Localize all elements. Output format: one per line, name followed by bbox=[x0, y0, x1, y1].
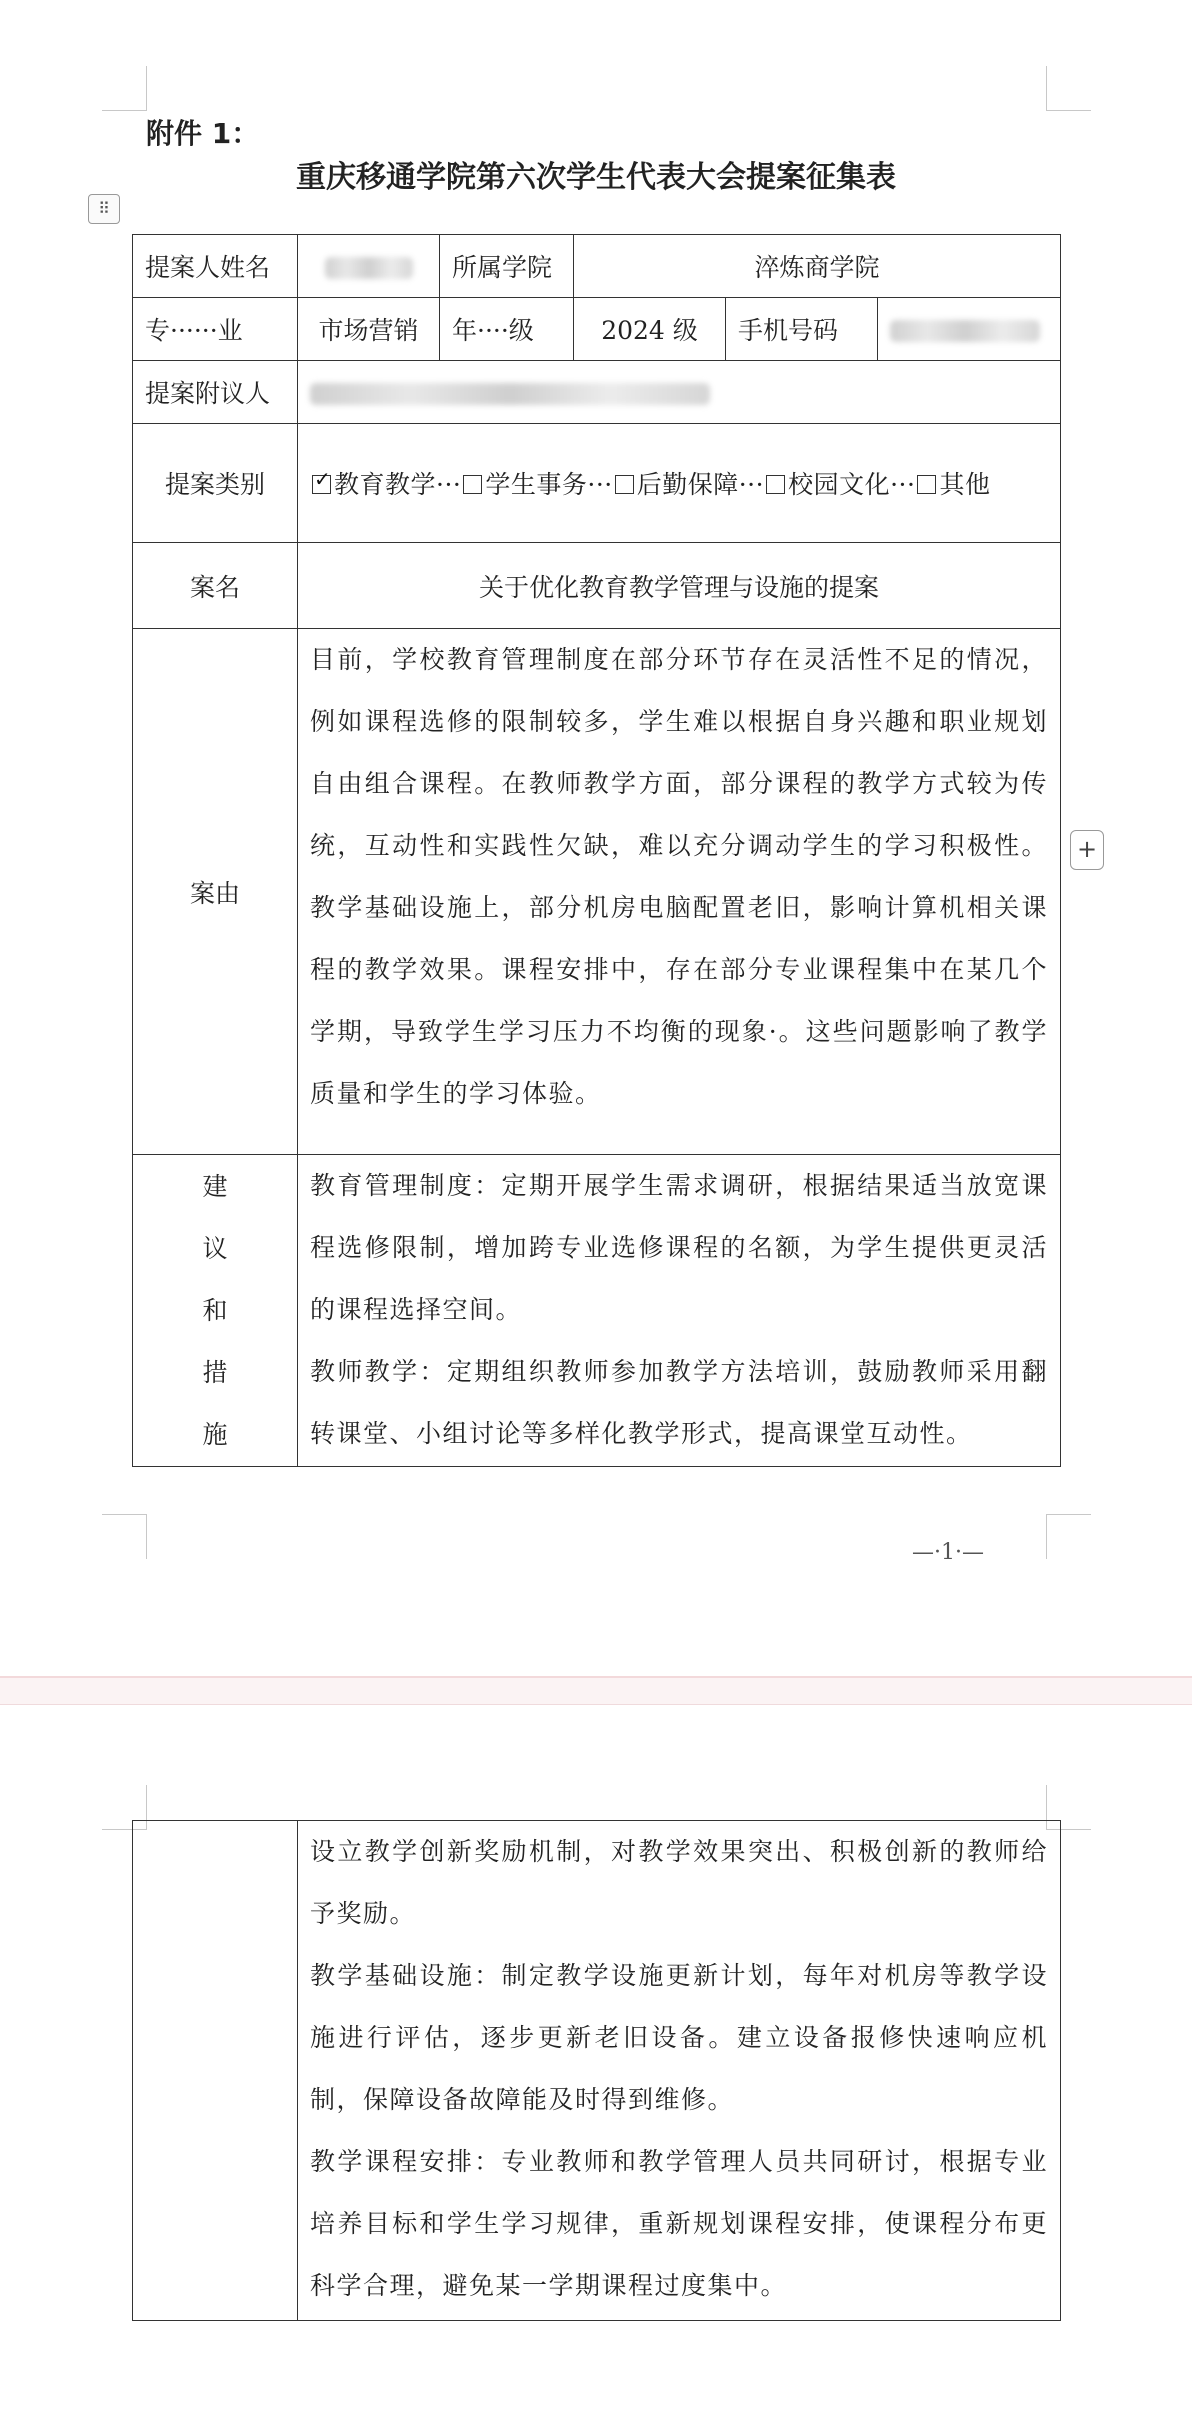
table-row bbox=[133, 235, 1061, 298]
major-label: 专······业 bbox=[133, 298, 298, 361]
measures-label-continued bbox=[133, 1821, 298, 2321]
major-field[interactable]: 市场营销 bbox=[298, 298, 440, 361]
checkbox-icon[interactable] bbox=[463, 475, 482, 494]
move-handle-icon[interactable]: ⠿ bbox=[88, 194, 120, 224]
category-option-education[interactable]: ✓ 教育教学 bbox=[310, 470, 436, 499]
measure-paragraph: 设立教学创新奖励机制，对教学效果突出、积极创新的教师给予奖励。 bbox=[310, 1837, 1048, 1928]
table-row bbox=[133, 361, 1061, 424]
form-title: 重庆移通学院第六次学生代表大会提案征集表 bbox=[296, 160, 896, 195]
table-row bbox=[133, 629, 1061, 1155]
crop-mark bbox=[102, 66, 147, 111]
phone-field[interactable] bbox=[878, 298, 1061, 361]
page-gap bbox=[0, 1678, 1192, 1705]
reason-label: 案由 bbox=[133, 629, 298, 1155]
checkbox-icon[interactable] bbox=[615, 475, 634, 494]
table-row bbox=[133, 298, 1061, 361]
proposal-form-table bbox=[132, 234, 1061, 1467]
case-name-label: 案名 bbox=[133, 543, 298, 629]
category-option-campus-culture[interactable]: 校园文化 bbox=[764, 470, 890, 499]
phone-label: 手机号码 bbox=[726, 298, 878, 361]
grade-field[interactable]: 2024 级 bbox=[574, 298, 726, 361]
measures-field-page1[interactable] bbox=[298, 1155, 1061, 1467]
category-option-student-affairs[interactable]: 学生事务 bbox=[461, 470, 587, 499]
college-label: 所属学院 bbox=[440, 235, 574, 298]
cosigners-field[interactable] bbox=[298, 361, 1061, 424]
college-field[interactable]: 淬炼商学院 bbox=[574, 235, 1061, 298]
checkbox-icon[interactable] bbox=[917, 475, 936, 494]
page-number: —·1·— bbox=[912, 1540, 984, 1565]
proposal-form-table-continued bbox=[132, 1820, 1061, 2321]
category-options: ✓ 教育教学··· 学生事务··· 后勤保障··· 校园文化··· 其他 bbox=[298, 424, 1061, 543]
crop-mark bbox=[102, 1514, 147, 1559]
measure-paragraph: 教育管理制度：定期开展学生需求调研，根据结果适当放宽课程选修限制，增加跨专业选修课程的名额，为学生提供更灵活的课程选择空间。 bbox=[310, 1171, 1049, 1324]
checkbox-icon[interactable] bbox=[766, 475, 785, 494]
measure-paragraph: 教学课程安排：专业教师和教学管理人员共同研讨，根据专业培养目标和学生学习规律，重新规划课程安排，使课程分布更科学合理，避免某一学期课程过度集中。 bbox=[310, 2147, 1048, 2300]
category-option-other[interactable]: 其他 bbox=[915, 470, 990, 499]
crop-mark bbox=[1046, 1514, 1091, 1559]
attachment-label: 附件 1： bbox=[146, 117, 260, 150]
table-row bbox=[133, 1821, 1061, 2321]
category-option-logistics[interactable]: 后勤保障 bbox=[613, 470, 739, 499]
measure-paragraph: 教学基础设施：制定教学设施更新计划，每年对机房等教学设施进行评估，逐步更新老旧设备。建立设备报修快速响应机制，保障设备故障能及时得到维修。 bbox=[310, 1961, 1048, 2114]
add-row-plus-icon[interactable]: + bbox=[1070, 830, 1104, 870]
category-label: 提案类别 bbox=[133, 424, 298, 543]
checkbox-checked-icon[interactable] bbox=[312, 475, 331, 494]
measures-field-page2[interactable] bbox=[298, 1821, 1061, 2321]
reason-field[interactable]: 目前，学校教育管理制度在部分环节存在灵活性不足的情况，例如课程选修的限制较多，学生难以根据自身兴趣和职业规划自由组合课程。在教师教学方面，部分课程的教学方式较为传统，互动性和实践性欠缺，难以充分调动学生的学习积极性。教学基础设施上，部分机房电脑配置老旧，影响计算机相关课程的教学效果。课程安排中，存在部分专业课程集中在某几个学期，导致学生学习压力不均衡的现象·。这些问题影响了教学质量和学生的学习体验。 bbox=[298, 629, 1061, 1155]
measure-paragraph: 教师教学：定期组织教师参加教学方法培训，鼓励教师采用翻转课堂、小组讨论等多样化教学形式，提高课堂互动性。 bbox=[310, 1357, 1049, 1448]
proposer-name-label: 提案人姓名 bbox=[133, 235, 298, 298]
grade-label: 年····级 bbox=[440, 298, 574, 361]
measures-label: 建 议 和 措 施 bbox=[133, 1155, 298, 1467]
crop-mark bbox=[1046, 66, 1091, 111]
cosigners-label: 提案附议人 bbox=[133, 361, 298, 424]
case-name-field[interactable]: 关于优化教育教学管理与设施的提案 bbox=[298, 543, 1061, 629]
table-row bbox=[133, 543, 1061, 629]
table-row bbox=[133, 424, 1061, 543]
table-row bbox=[133, 1155, 1061, 1467]
proposer-name-field[interactable] bbox=[298, 235, 440, 298]
